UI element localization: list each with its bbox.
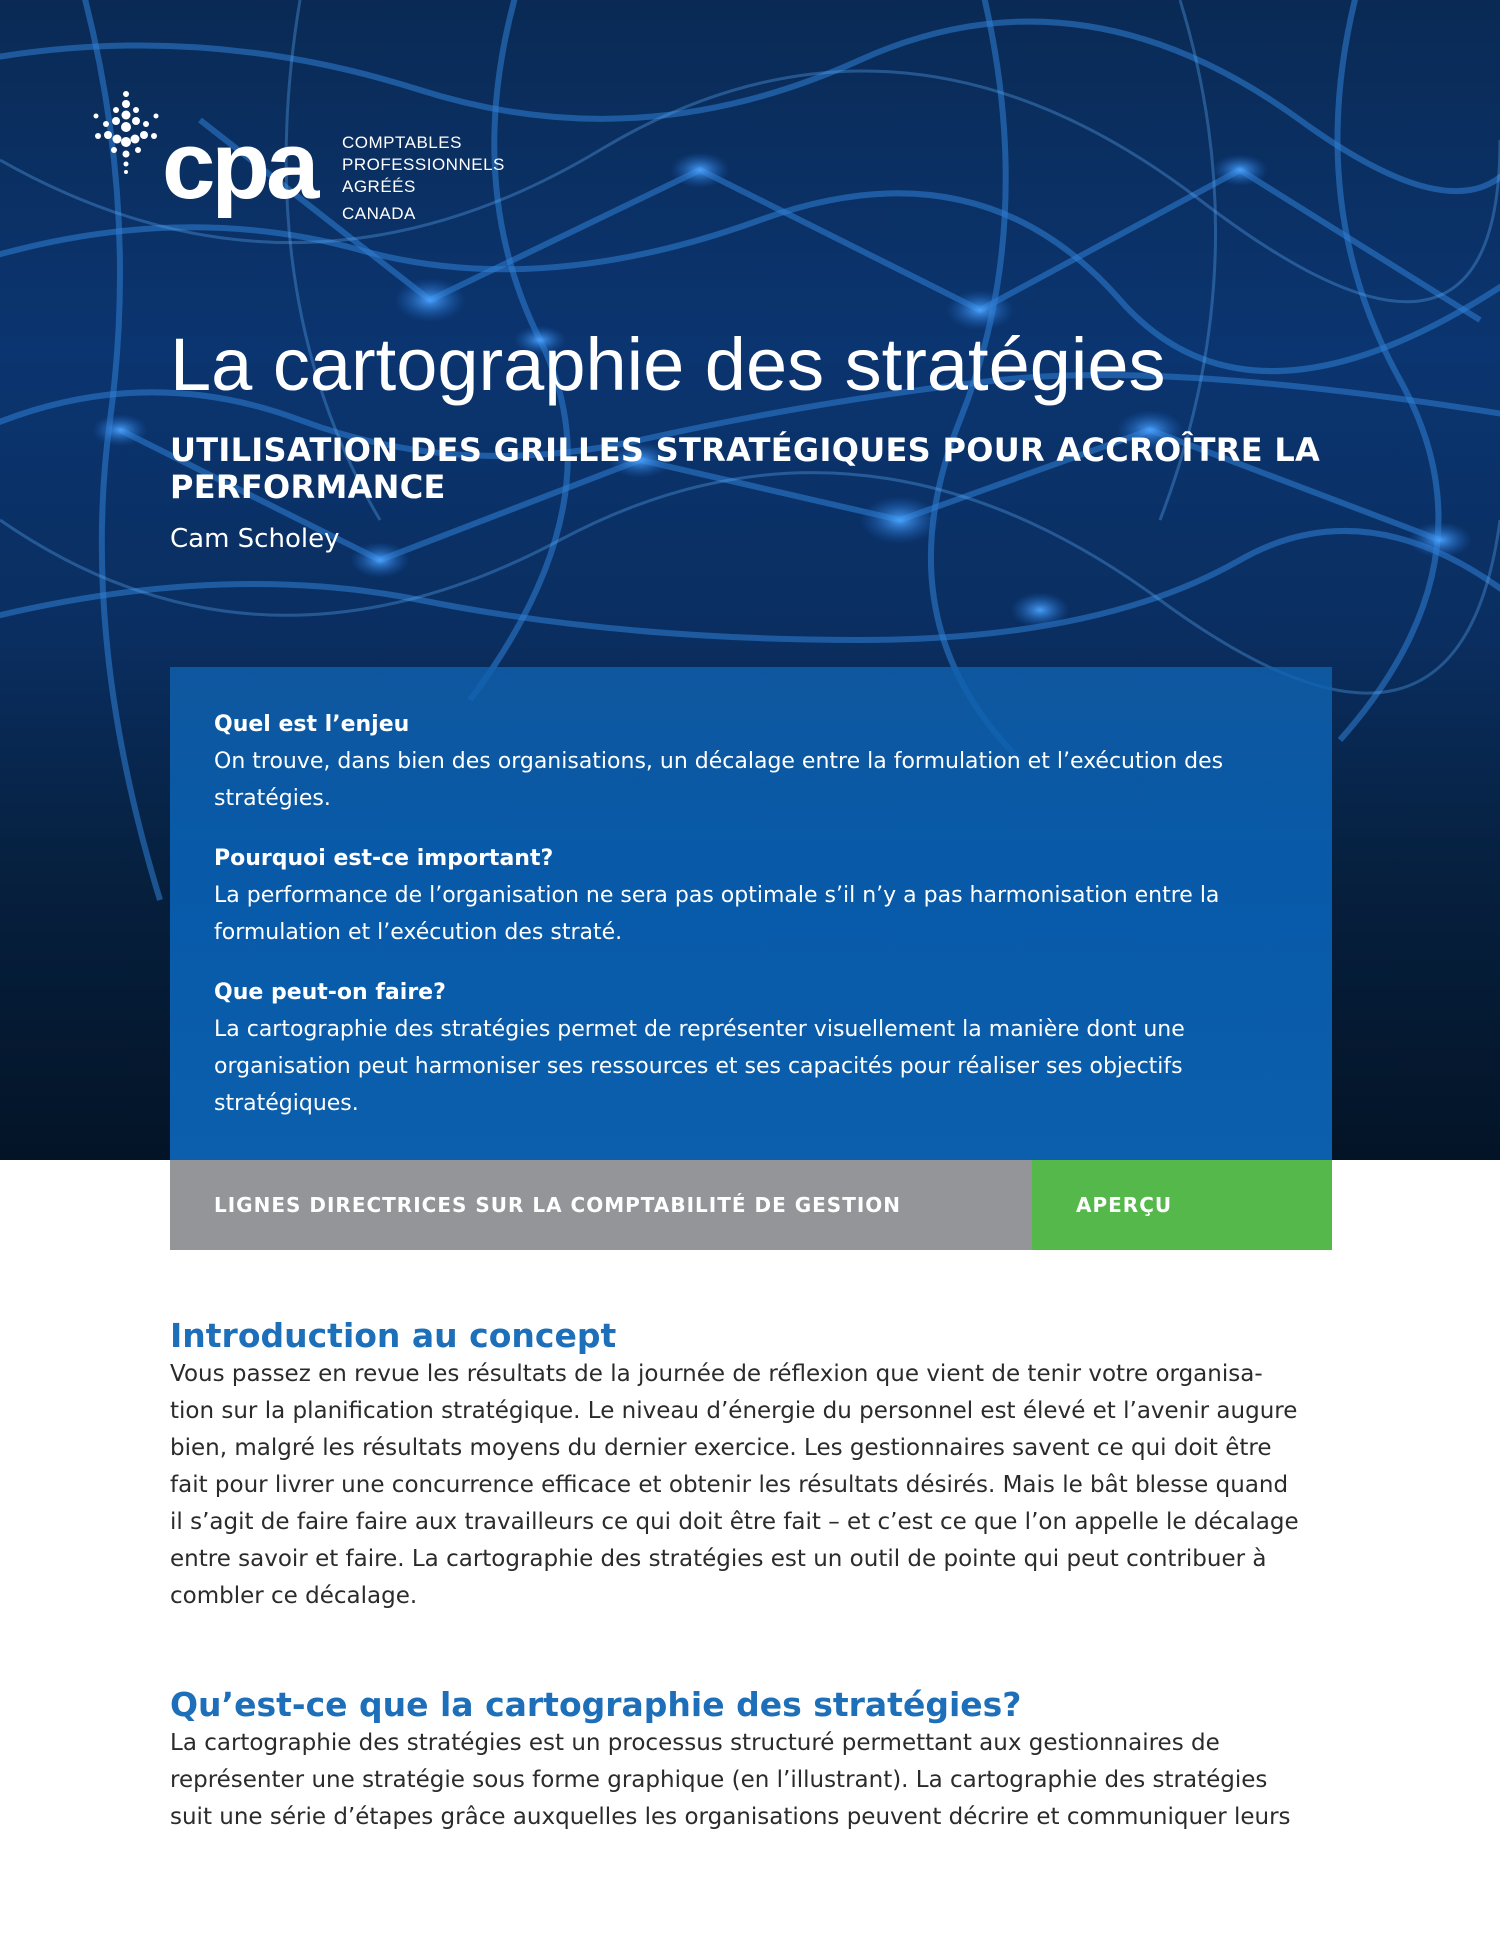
body-line: entre savoir et faire. La cartographie des stratégies est un outil de pointe qui peut contribuer à [170,1546,1267,1572]
author-name: Cam Scholey [170,524,340,554]
body-line: Vous passez en revue les résultats de la journée de réflexion que vient de tenir votre organisa- [170,1361,1263,1387]
org-country: CANADA [342,204,416,223]
summary-answer: La performance de l’organisation ne sera pas optimale s’il n’y a pas harmonisation entre la formulation et l’exécution des straté. [214,883,1220,945]
document-subtitle: UTILISATION DES GRILLES STRATÉGIQUES POUR ACCROÎTRE LA PERFORMANCE [170,431,1321,506]
body-line: représenter une stratégie sous forme graphique (en l’illustrant). La cartographie des stratégies [170,1767,1268,1793]
series-label: LIGNES DIRECTRICES SUR LA COMPTABILITÉ DE GESTION [170,1160,1032,1250]
org-line: AGRÉÉS [342,177,416,196]
org-line: PROFESSIONNELS [342,155,505,174]
organization-name [342,132,505,225]
document-title: La cartographie des stratégies [170,323,1166,406]
document-type-label: APERÇU [1032,1160,1332,1250]
section-introduction [170,1316,1332,1615]
maple-leaf-logo-icon [86,88,166,178]
body-line: bien, malgré les résultats moyens du dernier exercice. Les gestionnaires savent ce qui doit être [170,1435,1272,1461]
body-line: fait pour livrer une concurrence efficace et obtenir les résultats désirés. Mais le bât blesse quand [170,1472,1289,1498]
body-line: tion sur la planification stratégique. Le niveau d’énergie du personnel est élevé et l’avenir augure [170,1398,1298,1424]
summary-question: Quel est l’enjeu [214,712,410,737]
summary-answer: On trouve, dans bien des organisations, un décalage entre la formulation et l’exécution des stratégies. [214,749,1224,811]
summary-question: Que peut-on faire? [214,980,446,1005]
summary-question: Pourquoi est-ce important? [214,846,554,871]
section-heading: Introduction au concept [170,1316,617,1355]
body-line: La cartographie des stratégies est un processus structuré permettant aux gestionnaires de [170,1730,1220,1756]
section-heading: Qu’est-ce que la cartographie des stratégies? [170,1685,1022,1724]
summary-answer: La cartographie des stratégies permet de représenter visuellement la manière dont une organisation peut harmoniser ses ressources et ses capacités pour réaliser ses objectifs stratégiques. [214,1017,1185,1116]
body-line: combler ce décalage. [170,1583,418,1609]
body-line: il s’agit de faire faire aux travailleurs ce qui doit être fait – et c’est ce que l’on appelle le décalage [170,1509,1299,1535]
cpa-wordmark: cpa [162,112,316,219]
summary-box [170,667,1332,1160]
body-line: suit une série d’étapes grâce auxquelles les organisations peuvent décrire et communiquer leurs [170,1804,1291,1830]
org-line: COMPTABLES [342,133,462,152]
section-definition [170,1685,1332,1836]
